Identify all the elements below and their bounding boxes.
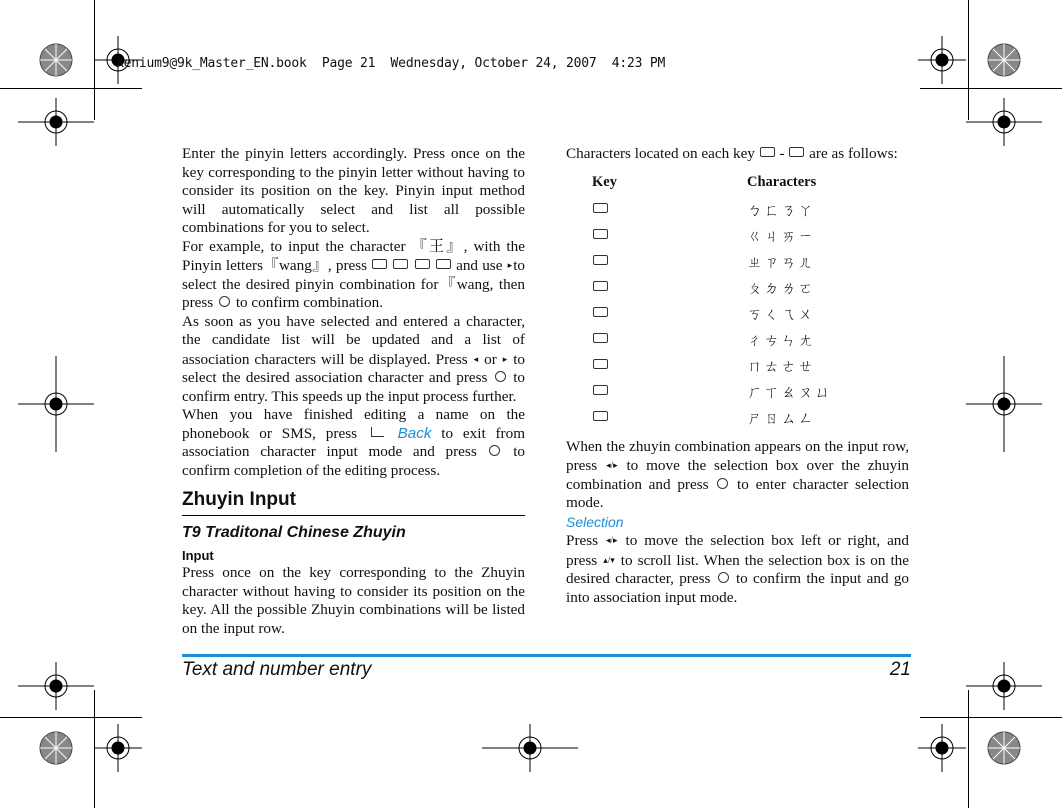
key-3-icon xyxy=(593,255,608,265)
text-span: to select the desired association character and press xyxy=(182,350,526,386)
table-row xyxy=(592,380,909,406)
section-heading: Zhuyin Input xyxy=(182,488,525,516)
text-span: Press xyxy=(566,532,599,549)
right-arrow-icon: ▸ xyxy=(502,353,508,364)
paragraph xyxy=(566,145,909,164)
text-span: are as follows: xyxy=(809,145,898,162)
back-label: Back xyxy=(397,424,432,442)
right-column xyxy=(566,145,909,607)
ok-button-icon xyxy=(219,296,230,307)
zhuyin-characters: ㄎㄑㄟㄨ xyxy=(747,305,816,324)
right-arrow-icon: ▸ xyxy=(507,260,513,270)
table-row xyxy=(592,406,909,432)
left-column xyxy=(182,145,525,638)
paragraph xyxy=(182,406,525,480)
key-2-icon xyxy=(593,229,608,239)
text-span: to scroll list. When the selection box is on the desired character, press xyxy=(566,551,909,587)
text-span: to move the selection box over the zhuyin combination and press xyxy=(566,457,910,493)
text-span: When the zhuyin combination appears on the input row, press xyxy=(566,437,909,474)
table-row xyxy=(592,276,909,302)
text-span: to select the desired pinyin combination for『wang, xyxy=(182,257,526,293)
text-span: As soon as you have selected and entered a character, the candidate list will be updated and a list of association characters will be displayed. Press xyxy=(182,312,525,368)
key-9-icon xyxy=(593,411,608,421)
key-6-icon xyxy=(415,259,430,269)
key-character-table xyxy=(592,168,909,432)
column-header-key: Key xyxy=(592,174,617,191)
left-right-arrow-icon: ◂/▸ xyxy=(606,535,618,545)
left-arrow-icon: ◂ xyxy=(473,353,479,364)
key-9-icon xyxy=(372,259,387,269)
key-4-icon xyxy=(436,259,451,269)
table-row xyxy=(592,250,909,276)
text-span: to confirm completion of the editing process. xyxy=(182,443,526,479)
softkey-icon xyxy=(371,427,384,437)
text-span: Characters located on each key xyxy=(566,145,755,162)
footer-rule xyxy=(182,654,911,657)
table-row xyxy=(592,224,909,250)
key-9-icon xyxy=(789,147,804,157)
footer-section-title: Text and number entry xyxy=(182,659,372,680)
text-span: to confirm combination. xyxy=(235,294,384,311)
key-4-icon xyxy=(593,281,608,291)
table-row xyxy=(592,328,909,354)
ok-button-icon xyxy=(718,572,729,583)
ok-button-icon xyxy=(489,445,500,456)
key-0-icon xyxy=(760,147,775,157)
paragraph xyxy=(182,238,525,313)
zhuyin-characters: ㄓㄗㄢㄦ xyxy=(747,253,816,272)
zhuyin-characters: ㄔㄘㄣㄤ xyxy=(747,331,816,350)
left-right-arrow-icon: ◂/▸ xyxy=(606,460,618,470)
ok-button-icon xyxy=(717,478,728,489)
text-span: For example, to input the character 『王』, with the Pinyin letters『wang』, press xyxy=(182,237,525,274)
paragraph xyxy=(566,438,909,513)
key-5-icon xyxy=(593,307,608,317)
text-span: to confirm the input and go into association input mode. xyxy=(566,570,910,606)
print-slug: Xenium9@9k_Master_EN.book Page 21 Wednesday, October 24, 2007 4:23 PM xyxy=(116,56,666,71)
paragraph xyxy=(182,313,525,407)
text-span: to enter character selection mode. xyxy=(566,475,909,511)
key-2-icon xyxy=(393,259,408,269)
ok-button-icon xyxy=(495,371,506,382)
paragraph: Press once on the key corresponding to the Zhuyin character without having to consider its position on the key. All the possible Zhuyin combinations will be listed on the input row. xyxy=(182,564,525,637)
zhuyin-characters: ㄆㄉㄌㄛ xyxy=(747,279,816,298)
up-down-arrow-icon: ▴/▾ xyxy=(603,554,615,565)
text-span: then press xyxy=(182,275,525,311)
key-8-icon xyxy=(593,385,608,395)
minor-heading: Input xyxy=(182,548,214,563)
subsection-heading: T9 Traditonal Chinese Zhuyin xyxy=(182,524,406,541)
text-span: to move the selection box left or right, and press xyxy=(566,532,909,569)
zhuyin-characters: ㄍㄐㄞㄧ xyxy=(747,227,816,246)
paragraph: Enter the pinyin letters accordingly. Press once on the key corresponding to the pinyin letter without having to consider its position on the key. Pinyin input method will automatically select and list all possible combinations for you to select. xyxy=(182,145,525,236)
key-1-icon xyxy=(593,203,608,213)
column-header-characters: Characters xyxy=(747,174,817,191)
text-span: - xyxy=(779,145,785,162)
table-header-row xyxy=(592,168,909,198)
paragraph xyxy=(566,531,909,607)
page-number: 21 xyxy=(889,659,911,680)
table-row xyxy=(592,198,909,224)
key-6-icon xyxy=(593,333,608,343)
text-span: to exit from association character input mode and press xyxy=(182,424,526,460)
zhuyin-characters: ㄏㄒㄠㄡㄩ xyxy=(747,383,833,402)
selection-label: Selection xyxy=(566,513,624,530)
text-span: When you have finished editing a name on the phonebook or SMS, press xyxy=(182,406,525,442)
table-row xyxy=(592,302,909,328)
text-span: and use xyxy=(456,257,503,274)
table-row xyxy=(592,354,909,380)
text-span: to confirm entry. This speeds up the input process further. xyxy=(182,369,526,405)
key-7-icon xyxy=(593,359,608,369)
text-span: or xyxy=(484,350,497,368)
zhuyin-characters: ㄇㄊㄜㄝ xyxy=(747,357,816,376)
zhuyin-characters: ㄕㄖㄙㄥ xyxy=(747,409,816,428)
zhuyin-characters: ㄅㄈㄋㄚ xyxy=(747,201,816,220)
